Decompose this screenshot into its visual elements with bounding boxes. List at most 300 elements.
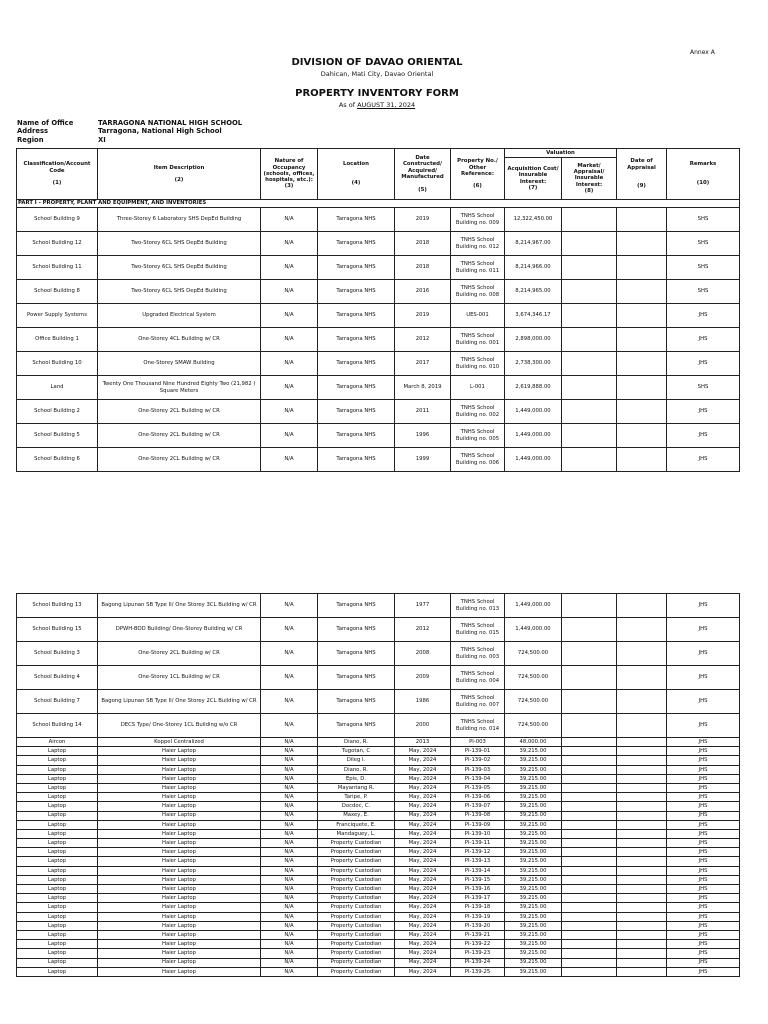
table-cell: PI-139-17 <box>451 894 505 903</box>
table-cell: 2012 <box>395 328 451 352</box>
table-cell: JHS <box>667 690 740 714</box>
table-cell <box>617 912 667 921</box>
table-cell: N/A <box>261 618 318 642</box>
table-cell: Laptop <box>17 783 98 792</box>
table-cell: JHS <box>667 448 740 472</box>
table-cell: TNHS School Building no. 015 <box>451 618 505 642</box>
header-valuation: Valuation <box>505 149 617 158</box>
table-cell: Laptop <box>17 747 98 756</box>
table-cell: Laptop <box>17 848 98 857</box>
table-cell <box>617 802 667 811</box>
table-cell: Tarragona NHS <box>318 642 395 666</box>
table-cell: N/A <box>261 738 318 747</box>
table-cell: JHS <box>667 783 740 792</box>
table-row <box>17 949 740 958</box>
table-cell: Haier Laptop <box>98 912 261 921</box>
table-cell: UES-001 <box>451 304 505 328</box>
header-market-appraisal: Market/ Appraisal/ Insurable Interest: (8) <box>562 158 617 200</box>
table-cell <box>562 940 617 949</box>
table-cell <box>562 783 617 792</box>
table-cell: 2018 <box>395 256 451 280</box>
office-region-row <box>17 136 242 144</box>
table-cell: 8,214,966.00 <box>505 256 562 280</box>
table-cell: Tarragona NHS <box>318 304 395 328</box>
table-cell: 1986 <box>395 690 451 714</box>
table-cell: May, 2024 <box>395 829 451 838</box>
table-cell <box>617 940 667 949</box>
table-cell: 1,449,000.00 <box>505 400 562 424</box>
table-cell: N/A <box>261 642 318 666</box>
table-cell: Tarragona NHS <box>318 352 395 376</box>
table-row <box>17 232 740 256</box>
table-cell: PI-139-22 <box>451 940 505 949</box>
table-cell <box>617 885 667 894</box>
table-row <box>17 738 740 747</box>
table-cell: 2016 <box>395 280 451 304</box>
table-row <box>17 400 740 424</box>
table-cell: Haier Laptop <box>98 848 261 857</box>
table-cell: PI-139-19 <box>451 912 505 921</box>
organization-title: DIVISION OF DAVAO ORIENTAL <box>291 57 463 68</box>
table-cell <box>562 618 617 642</box>
table-row <box>17 829 740 838</box>
table-cell: N/A <box>261 232 318 256</box>
table-cell: May, 2024 <box>395 894 451 903</box>
table-cell: JHS <box>667 642 740 666</box>
table-cell <box>617 666 667 690</box>
table-cell <box>617 811 667 820</box>
header-date-constructed: Date Constructed/ Acquired/ Manufactured (5) <box>395 149 451 200</box>
table-cell: Laptop <box>17 903 98 912</box>
table-cell <box>562 793 617 802</box>
table-cell <box>562 967 617 976</box>
table-cell <box>617 967 667 976</box>
table-row <box>17 894 740 903</box>
annex-label: Annex A <box>690 49 715 56</box>
table-cell: 1,449,000.00 <box>505 618 562 642</box>
table-cell: Laptop <box>17 921 98 930</box>
office-name-row <box>17 119 242 127</box>
table-cell: Tarragona NHS <box>318 690 395 714</box>
table-cell: JHS <box>667 747 740 756</box>
table-cell: L-001 <box>451 376 505 400</box>
table-cell: 39,215.00 <box>505 848 562 857</box>
office-region-label: Region <box>17 135 44 144</box>
table-cell: SHS <box>667 280 740 304</box>
table-cell: March 8, 2019 <box>395 376 451 400</box>
table-cell: JHS <box>667 967 740 976</box>
table-cell: JHS <box>667 352 740 376</box>
table-cell: TNHS School Building no. 008 <box>451 280 505 304</box>
table-cell: Laptop <box>17 894 98 903</box>
table-cell: N/A <box>261 400 318 424</box>
table-cell: Haier Laptop <box>98 756 261 765</box>
table-cell: School Building 12 <box>17 232 98 256</box>
table-cell: Haier Laptop <box>98 949 261 958</box>
table-cell: Bagong Lipunan SB Type II/ One Storey 2CL Building w/ CR <box>98 690 261 714</box>
table-row <box>17 811 740 820</box>
table-cell <box>617 424 667 448</box>
table-cell: Laptop <box>17 765 98 774</box>
table-cell: 39,215.00 <box>505 921 562 930</box>
table-cell: JHS <box>667 811 740 820</box>
table-cell: JHS <box>667 940 740 949</box>
table-cell: Tarragona NHS <box>318 618 395 642</box>
table-cell <box>617 448 667 472</box>
table-cell: May, 2024 <box>395 765 451 774</box>
table-cell: Diano, R. <box>318 738 395 747</box>
table-cell <box>562 232 617 256</box>
table-cell: Tarragona NHS <box>318 256 395 280</box>
table-cell <box>562 885 617 894</box>
table-cell: Tarragona NHS <box>318 232 395 256</box>
table-cell: 39,215.00 <box>505 949 562 958</box>
table-cell: JHS <box>667 903 740 912</box>
table-cell <box>617 839 667 848</box>
table-cell: One-Storey 2CL Building w/ CR <box>98 400 261 424</box>
table-cell <box>562 903 617 912</box>
table-cell: Haier Laptop <box>98 875 261 884</box>
table-cell: N/A <box>261 930 318 939</box>
table-cell: May, 2024 <box>395 875 451 884</box>
table-cell: PI-003 <box>451 738 505 747</box>
table-cell <box>562 424 617 448</box>
table-cell: JHS <box>667 304 740 328</box>
table-cell <box>562 912 617 921</box>
table-cell: N/A <box>261 783 318 792</box>
table-cell: Mandaguey, L. <box>318 829 395 838</box>
office-address-value: Tarragona, National High School <box>98 127 222 136</box>
table-cell: 39,215.00 <box>505 747 562 756</box>
table-cell: 8,214,967.00 <box>505 232 562 256</box>
table-cell: N/A <box>261 424 318 448</box>
table-cell: Property Custodian <box>318 921 395 930</box>
table-cell: 39,215.00 <box>505 811 562 820</box>
table-cell: Property Custodian <box>318 857 395 866</box>
header-remarks: Remarks (10) <box>667 149 740 200</box>
table-cell: Tarragona NHS <box>318 328 395 352</box>
table-cell: TNHS School Building no. 009 <box>451 208 505 232</box>
table-cell: 39,215.00 <box>505 967 562 976</box>
table-cell: TNHS School Building no. 010 <box>451 352 505 376</box>
table-cell: PI-139-01 <box>451 747 505 756</box>
table-cell <box>617 208 667 232</box>
table-cell: N/A <box>261 747 318 756</box>
table-cell: TNHS School Building no. 011 <box>451 256 505 280</box>
table-cell: JHS <box>667 921 740 930</box>
table-cell: Haier Laptop <box>98 811 261 820</box>
table-cell: May, 2024 <box>395 783 451 792</box>
table-cell <box>617 618 667 642</box>
table-cell: Property Custodian <box>318 894 395 903</box>
table-cell: 724,500.00 <box>505 642 562 666</box>
table-cell: Haier Laptop <box>98 802 261 811</box>
table-cell <box>617 256 667 280</box>
table-cell: JHS <box>667 594 740 618</box>
table-cell <box>562 820 617 829</box>
table-cell: Property Custodian <box>318 885 395 894</box>
table-cell: 724,500.00 <box>505 690 562 714</box>
table-cell: 39,215.00 <box>505 894 562 903</box>
table-cell: Property Custodian <box>318 912 395 921</box>
table-row <box>17 820 740 829</box>
table-cell: One-Storey 2CL Building w/ CR <box>98 448 261 472</box>
table-cell: JHS <box>667 848 740 857</box>
table-cell: Tarragona NHS <box>318 666 395 690</box>
table-cell <box>617 930 667 939</box>
table-cell: N/A <box>261 774 318 783</box>
table-row <box>17 280 740 304</box>
table-cell <box>562 256 617 280</box>
table-row <box>17 903 740 912</box>
table-cell <box>562 866 617 875</box>
table-cell: JHS <box>667 424 740 448</box>
table-cell: Property Custodian <box>318 903 395 912</box>
table-cell <box>617 747 667 756</box>
table-cell: May, 2024 <box>395 912 451 921</box>
header-acquisition-cost: Acquisition Cost/ Insurable Interest: (7) <box>505 158 562 200</box>
table-cell: Haier Laptop <box>98 921 261 930</box>
table-cell: Maxey, E. <box>318 811 395 820</box>
table-cell: N/A <box>261 304 318 328</box>
table-cell: PI-139-23 <box>451 949 505 958</box>
table-cell: TNHS School Building no. 013 <box>451 594 505 618</box>
table-cell: Laptop <box>17 967 98 976</box>
table-cell: PI-139-09 <box>451 820 505 829</box>
table-cell: Taripe, P. <box>318 793 395 802</box>
table-cell: May, 2024 <box>395 802 451 811</box>
table-cell: PI-139-08 <box>451 811 505 820</box>
table-cell: JHS <box>667 793 740 802</box>
table-row <box>17 328 740 352</box>
table-cell: 39,215.00 <box>505 958 562 967</box>
as-of-label: As of <box>338 101 355 109</box>
table-cell <box>562 714 617 738</box>
table-cell: Haier Laptop <box>98 894 261 903</box>
table-cell: Laptop <box>17 958 98 967</box>
table-cell: PI-139-13 <box>451 857 505 866</box>
table-cell <box>617 903 667 912</box>
header-property-no: Property No./ Other Reference: (6) <box>451 149 505 200</box>
table-cell <box>562 690 617 714</box>
table-cell: JHS <box>667 765 740 774</box>
table-cell: 39,215.00 <box>505 783 562 792</box>
table-cell: N/A <box>261 280 318 304</box>
table-cell: N/A <box>261 866 318 875</box>
office-info <box>17 119 242 144</box>
office-region-value: XI <box>98 135 106 144</box>
table-cell: Laptop <box>17 756 98 765</box>
table-cell: Dileg I. <box>318 756 395 765</box>
table-cell: Haier Laptop <box>98 857 261 866</box>
table-cell: 2017 <box>395 352 451 376</box>
table-cell: Laptop <box>17 885 98 894</box>
table-cell: N/A <box>261 912 318 921</box>
table-cell: N/A <box>261 811 318 820</box>
table-cell: Bagong Lipunan SB Type II/ One Storey 3CL Building w/ CR <box>98 594 261 618</box>
table-cell: Tarragona NHS <box>318 400 395 424</box>
table-cell: N/A <box>261 949 318 958</box>
table-cell <box>617 894 667 903</box>
table-cell: PI-139-18 <box>451 903 505 912</box>
table-cell: PI-139-16 <box>451 885 505 894</box>
table-cell <box>562 774 617 783</box>
table-cell <box>562 666 617 690</box>
table-cell: JHS <box>667 958 740 967</box>
table-cell: Laptop <box>17 930 98 939</box>
table-cell: May, 2024 <box>395 756 451 765</box>
table-cell: 8,214,965.00 <box>505 280 562 304</box>
table-cell: JHS <box>667 857 740 866</box>
table-cell: Aircon <box>17 738 98 747</box>
inventory-table-page-2 <box>16 593 740 977</box>
table-cell <box>562 400 617 424</box>
table-cell <box>617 820 667 829</box>
table-cell: School Building 14 <box>17 714 98 738</box>
table-cell <box>617 848 667 857</box>
table-cell: N/A <box>261 448 318 472</box>
table-cell: JHS <box>667 802 740 811</box>
table-cell: School Building 5 <box>17 424 98 448</box>
table-cell: School Building 8 <box>17 280 98 304</box>
table-cell: School Building 10 <box>17 352 98 376</box>
table-cell <box>617 866 667 875</box>
table-row <box>17 256 740 280</box>
table-cell: Office Building 1 <box>17 328 98 352</box>
table-cell: PI-139-21 <box>451 930 505 939</box>
table-cell: N/A <box>261 967 318 976</box>
table-row <box>17 866 740 875</box>
table-cell: School Building 13 <box>17 594 98 618</box>
table-row <box>17 747 740 756</box>
table-cell <box>562 802 617 811</box>
table-cell: JHS <box>667 618 740 642</box>
table-cell: N/A <box>261 885 318 894</box>
table-cell <box>617 793 667 802</box>
office-name-value: TARRAGONA NATIONAL HIGH SCHOOL <box>98 119 243 127</box>
table-cell: Haier Laptop <box>98 820 261 829</box>
table-cell: N/A <box>261 894 318 903</box>
table-cell <box>562 738 617 747</box>
table-cell: SHS <box>667 208 740 232</box>
table-cell <box>562 747 617 756</box>
table-cell: TNHS School Building no. 012 <box>451 232 505 256</box>
table-cell: PI-139-12 <box>451 848 505 857</box>
table-cell: 2012 <box>395 618 451 642</box>
table-cell: Property Custodian <box>318 848 395 857</box>
table-cell: One-Storey 1CL Building w/ CR <box>98 666 261 690</box>
table-cell <box>617 829 667 838</box>
table-cell: PI-139-14 <box>451 866 505 875</box>
table-cell: 2019 <box>395 304 451 328</box>
table-cell: N/A <box>261 839 318 848</box>
table-cell: 39,215.00 <box>505 930 562 939</box>
table-cell: 2018 <box>395 232 451 256</box>
organization-address: Dahican, Mati City, Davao Oriental <box>320 70 434 78</box>
table-row <box>17 875 740 884</box>
table-cell <box>617 774 667 783</box>
table-cell: Haier Laptop <box>98 967 261 976</box>
table-cell: Laptop <box>17 839 98 848</box>
table-cell: 2,898,000.00 <box>505 328 562 352</box>
table-cell: 1,449,000.00 <box>505 594 562 618</box>
table-cell <box>562 930 617 939</box>
table-cell <box>617 949 667 958</box>
table-cell <box>562 875 617 884</box>
table-cell: 39,215.00 <box>505 793 562 802</box>
table-cell: Laptop <box>17 811 98 820</box>
table-cell <box>562 894 617 903</box>
table-cell: Tarragona NHS <box>318 280 395 304</box>
table-cell: Tarragona NHS <box>318 714 395 738</box>
table-cell: 724,500.00 <box>505 714 562 738</box>
table-cell: N/A <box>261 594 318 618</box>
table-row <box>17 594 740 618</box>
table-cell: May, 2024 <box>395 811 451 820</box>
table-cell: Tarragona NHS <box>318 448 395 472</box>
table-cell: 2009 <box>395 666 451 690</box>
table-cell <box>617 921 667 930</box>
table-cell: 48,000.00 <box>505 738 562 747</box>
table-cell <box>617 304 667 328</box>
table-cell: May, 2024 <box>395 930 451 939</box>
table-row <box>17 642 740 666</box>
table-cell: Franciquete, E. <box>318 820 395 829</box>
header-item-description: Item Description (2) <box>98 149 261 200</box>
table-cell: Tarragona NHS <box>318 594 395 618</box>
table-cell: Laptop <box>17 875 98 884</box>
table-cell: N/A <box>261 352 318 376</box>
header-classification: Classification/Account Code (1) <box>17 149 98 200</box>
table-cell: 39,215.00 <box>505 866 562 875</box>
table-cell: Haier Laptop <box>98 903 261 912</box>
table-cell: Twenty One Thousand Nine Hundred Eighty Two (21,982 ) Square Meters <box>98 376 261 400</box>
table-cell: JHS <box>667 774 740 783</box>
table-cell: 2,738,300.00 <box>505 352 562 376</box>
table-row <box>17 756 740 765</box>
table-cell: 3,674,346.17 <box>505 304 562 328</box>
table-cell: 39,215.00 <box>505 940 562 949</box>
table-cell: JHS <box>667 930 740 939</box>
table-cell: JHS <box>667 666 740 690</box>
table-cell: JHS <box>667 756 740 765</box>
table-row <box>17 802 740 811</box>
table-cell: Haier Laptop <box>98 940 261 949</box>
table-cell: PI-139-25 <box>451 967 505 976</box>
table-cell <box>562 208 617 232</box>
office-address-row <box>17 127 242 135</box>
table-cell: 39,215.00 <box>505 774 562 783</box>
table-cell: Power Supply Systems <box>17 304 98 328</box>
table-cell: Property Custodian <box>318 866 395 875</box>
table-cell: TNHS School Building no. 001 <box>451 328 505 352</box>
table-cell: Haier Laptop <box>98 866 261 875</box>
table-cell: PI-139-04 <box>451 774 505 783</box>
table-cell: Land <box>17 376 98 400</box>
table-row <box>17 921 740 930</box>
table-cell: Koppel Centralized <box>98 738 261 747</box>
table-cell <box>617 352 667 376</box>
table-cell: 724,500.00 <box>505 666 562 690</box>
table-cell <box>617 642 667 666</box>
table-cell: One-Storey 4CL Building w/ CR <box>98 328 261 352</box>
table-cell: Haier Laptop <box>98 774 261 783</box>
table-cell: 39,215.00 <box>505 820 562 829</box>
table-cell: Docdoc, C. <box>318 802 395 811</box>
table-cell: N/A <box>261 256 318 280</box>
table-cell: Laptop <box>17 866 98 875</box>
table-cell: Three-Storey 6 Laboratory SHS DepEd Building <box>98 208 261 232</box>
